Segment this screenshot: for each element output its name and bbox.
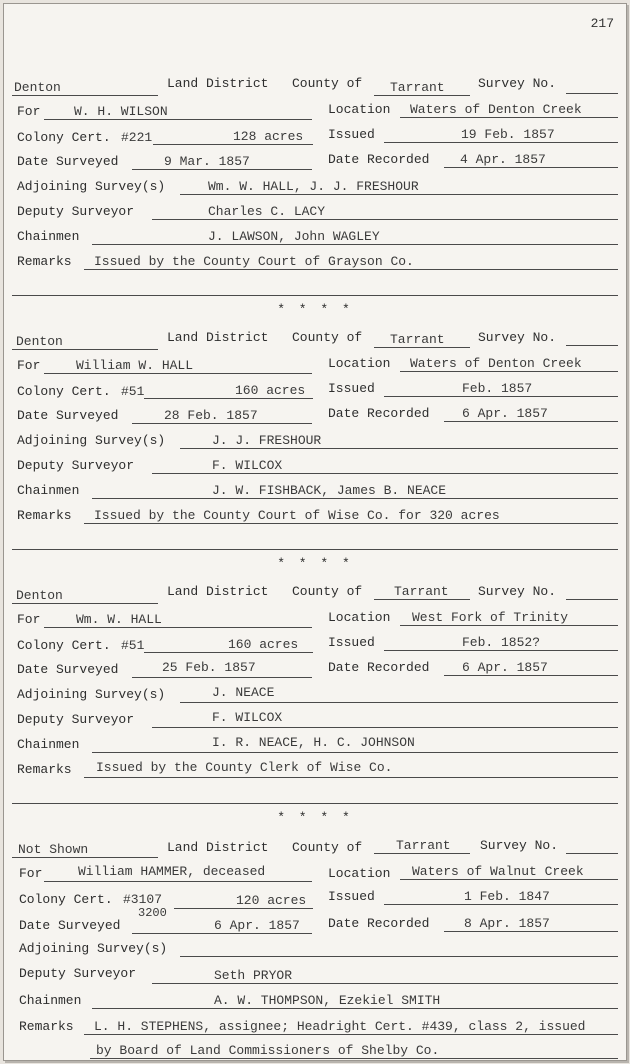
land-district-label: Land District bbox=[167, 76, 269, 91]
chainmen-value: J. LAWSON, John WAGLEY bbox=[208, 229, 380, 244]
chainmen-label: Chainmen bbox=[19, 993, 82, 1008]
date-recorded-label: Date Recorded bbox=[328, 406, 430, 421]
district-row bbox=[4, 838, 626, 860]
adjoining-label: Adjoining Survey(s) bbox=[17, 179, 166, 194]
for-value: W. H. WILSON bbox=[74, 104, 168, 119]
survey-no-label: Survey No. bbox=[478, 584, 557, 599]
chainmen-label: Chainmen bbox=[17, 737, 80, 752]
issued-label: Issued bbox=[328, 889, 375, 904]
remarks-value-2: by Board of Land Commissioners of Shelby Co. bbox=[96, 1043, 440, 1058]
deputy-row bbox=[4, 710, 626, 732]
county-of-label: County of bbox=[292, 76, 363, 91]
for-label: For bbox=[17, 358, 41, 373]
adjoining-value: Wm. W. HALL, J. J. FRESHOUR bbox=[208, 179, 419, 194]
for-row bbox=[4, 610, 626, 632]
for-row bbox=[4, 102, 626, 124]
remarks-value: Issued by the County Court of Grayson Co. bbox=[94, 254, 414, 269]
adjoining-value: J. NEACE bbox=[212, 685, 275, 700]
deputy-label: Deputy Surveyor bbox=[17, 712, 135, 727]
deputy-value: F. WILCOX bbox=[212, 710, 283, 725]
remarks-label: Remarks bbox=[19, 1019, 74, 1034]
survey-no-label: Survey No. bbox=[478, 330, 557, 345]
for-value: Wm. W. HALL bbox=[76, 612, 162, 627]
location-value: West Fork of Trinity bbox=[412, 610, 569, 625]
chainmen-label: Chainmen bbox=[17, 229, 80, 244]
for-row bbox=[4, 864, 626, 886]
deputy-row bbox=[4, 202, 626, 224]
acres-value: 160 acres bbox=[228, 637, 299, 652]
land-district-label: Land District bbox=[167, 330, 269, 345]
date-recorded-label: Date Recorded bbox=[328, 916, 430, 931]
survey-no-label: Survey No. bbox=[480, 838, 559, 853]
issued-label: Issued bbox=[328, 635, 375, 650]
cert-row bbox=[4, 889, 626, 911]
date-surveyed-value: 28 Feb. 1857 bbox=[164, 408, 258, 423]
issued-value: 1 Feb. 1847 bbox=[464, 889, 550, 904]
deputy-value: F. WILCOX bbox=[212, 458, 283, 473]
acres-value: 128 acres bbox=[233, 129, 304, 144]
adjoining-row bbox=[4, 685, 626, 707]
record-separator: * * * * bbox=[277, 810, 353, 825]
colony-cert-label: Colony Cert. bbox=[17, 384, 111, 399]
issued-value: Feb. 1852? bbox=[462, 635, 541, 650]
date-recorded-value: 6 Apr. 1857 bbox=[462, 406, 548, 421]
remarks-row bbox=[4, 506, 626, 528]
location-label: Location bbox=[328, 102, 391, 117]
cert-number: #3107 bbox=[123, 892, 163, 907]
dates-row bbox=[4, 152, 626, 174]
remarks-row-2 bbox=[4, 1039, 626, 1061]
land-district-label: Land District bbox=[167, 584, 269, 599]
county-value: Tarrant bbox=[390, 332, 445, 347]
acres-value: 120 acres bbox=[236, 893, 307, 908]
location-label: Location bbox=[328, 610, 391, 625]
record-separator: * * * * bbox=[277, 556, 353, 571]
adjoining-row bbox=[4, 177, 626, 199]
dates-row bbox=[4, 406, 626, 428]
remarks-label: Remarks bbox=[17, 254, 72, 269]
deputy-row bbox=[4, 964, 626, 986]
chainmen-row bbox=[4, 989, 626, 1011]
deputy-label: Deputy Surveyor bbox=[17, 204, 135, 219]
date-recorded-label: Date Recorded bbox=[328, 152, 430, 167]
colony-cert-label: Colony Cert. bbox=[17, 638, 111, 653]
remarks-value: L. H. STEPHENS, assignee; Headright Cert. #439, class 2, issued bbox=[94, 1019, 586, 1034]
county-value: Tarrant bbox=[396, 838, 451, 853]
issued-label: Issued bbox=[328, 381, 375, 396]
cert-row bbox=[4, 381, 626, 403]
date-recorded-value: 4 Apr. 1857 bbox=[460, 152, 546, 167]
remarks-value: Issued by the County Court of Wise Co. for 320 acres bbox=[94, 508, 500, 523]
remarks-row bbox=[4, 252, 626, 274]
land-district-label: Land District bbox=[167, 840, 269, 855]
cert-row bbox=[4, 635, 626, 657]
date-surveyed-label: Date Surveyed bbox=[19, 918, 121, 933]
chainmen-value: I. R. NEACE, H. C. JOHNSON bbox=[212, 735, 415, 750]
location-label: Location bbox=[328, 866, 391, 881]
remarks-label: Remarks bbox=[17, 762, 72, 777]
location-value: Waters of Walnut Creek bbox=[412, 864, 584, 879]
date-recorded-value: 6 Apr. 1857 bbox=[462, 660, 548, 675]
adjoining-value: J. J. FRESHOUR bbox=[212, 433, 322, 448]
location-label: Location bbox=[328, 356, 391, 371]
deputy-label: Deputy Surveyor bbox=[17, 458, 135, 473]
for-label: For bbox=[17, 104, 41, 119]
chainmen-value: J. W. FISHBACK, James B. NEACE bbox=[212, 483, 447, 498]
for-label: For bbox=[19, 866, 43, 881]
district-value: Not Shown bbox=[18, 842, 89, 857]
adjoining-label: Adjoining Survey(s) bbox=[19, 941, 168, 956]
chainmen-row bbox=[4, 481, 626, 503]
issued-value: Feb. 1857 bbox=[462, 381, 533, 396]
date-recorded-label: Date Recorded bbox=[328, 660, 430, 675]
for-label: For bbox=[17, 612, 41, 627]
dates-row bbox=[4, 906, 626, 936]
chainmen-label: Chainmen bbox=[17, 483, 80, 498]
district-row bbox=[4, 330, 626, 352]
issued-label: Issued bbox=[328, 127, 375, 142]
document-page bbox=[3, 3, 627, 1061]
deputy-value: Seth PRYOR bbox=[214, 968, 293, 983]
date-surveyed-label: Date Surveyed bbox=[17, 154, 119, 169]
colony-cert-label: Colony Cert. bbox=[19, 892, 113, 907]
for-value: William HAMMER, deceased bbox=[78, 864, 266, 879]
county-of-label: County of bbox=[292, 584, 363, 599]
remarks-row-2 bbox=[4, 278, 626, 300]
date-surveyed-value: 9 Mar. 1857 bbox=[164, 154, 250, 169]
cert-row bbox=[4, 127, 626, 149]
date-surveyed-value: 6 Apr. 1857 bbox=[214, 918, 300, 933]
adjoining-row bbox=[4, 431, 626, 453]
date-surveyed-label: Date Surveyed bbox=[17, 662, 119, 677]
dates-row bbox=[4, 660, 626, 682]
county-of-label: County of bbox=[292, 330, 363, 345]
chainmen-row bbox=[4, 735, 626, 757]
deputy-label: Deputy Surveyor bbox=[19, 966, 137, 981]
district-row bbox=[4, 584, 626, 606]
adjoining-row bbox=[4, 939, 626, 961]
for-value: William W. HALL bbox=[76, 358, 194, 373]
record-separator: * * * * bbox=[277, 302, 353, 317]
chainmen-row bbox=[4, 227, 626, 249]
cert-number: #221 bbox=[121, 130, 153, 145]
date-surveyed-label: Date Surveyed bbox=[17, 408, 119, 423]
remarks-row-2 bbox=[4, 786, 626, 808]
colony-cert-label: Colony Cert. bbox=[17, 130, 111, 145]
remarks-row bbox=[4, 1015, 626, 1037]
for-row bbox=[4, 356, 626, 378]
remarks-row-2 bbox=[4, 532, 626, 554]
date-surveyed-value: 25 Feb. 1857 bbox=[162, 660, 256, 675]
page-number: 217 bbox=[590, 16, 614, 31]
remarks-value: Issued by the County Clerk of Wise Co. bbox=[96, 760, 393, 775]
adjoining-label: Adjoining Survey(s) bbox=[17, 433, 166, 448]
location-value: Waters of Denton Creek bbox=[410, 102, 582, 117]
date-recorded-value: 8 Apr. 1857 bbox=[464, 916, 550, 931]
cert-number: #51 bbox=[121, 638, 145, 653]
location-value: Waters of Denton Creek bbox=[410, 356, 582, 371]
survey-no-label: Survey No. bbox=[478, 76, 557, 91]
district-value: Denton bbox=[16, 334, 63, 349]
remarks-row bbox=[4, 760, 626, 782]
deputy-row bbox=[4, 456, 626, 478]
district-value: Denton bbox=[16, 588, 63, 603]
district-value: Denton bbox=[14, 80, 61, 95]
deputy-value: Charles C. LACY bbox=[208, 204, 326, 219]
county-value: Tarrant bbox=[394, 584, 449, 599]
county-value: Tarrant bbox=[390, 80, 445, 95]
remarks-label: Remarks bbox=[17, 508, 72, 523]
acres-value: 160 acres bbox=[235, 383, 306, 398]
cert-number: #51 bbox=[121, 384, 145, 399]
issued-value: 19 Feb. 1857 bbox=[461, 127, 555, 142]
adjoining-label: Adjoining Survey(s) bbox=[17, 687, 166, 702]
county-of-label: County of bbox=[292, 840, 363, 855]
district-row bbox=[4, 76, 626, 98]
date-surveyed-note: 3200 bbox=[138, 906, 167, 920]
chainmen-value: A. W. THOMPSON, Ezekiel SMITH bbox=[214, 993, 441, 1008]
